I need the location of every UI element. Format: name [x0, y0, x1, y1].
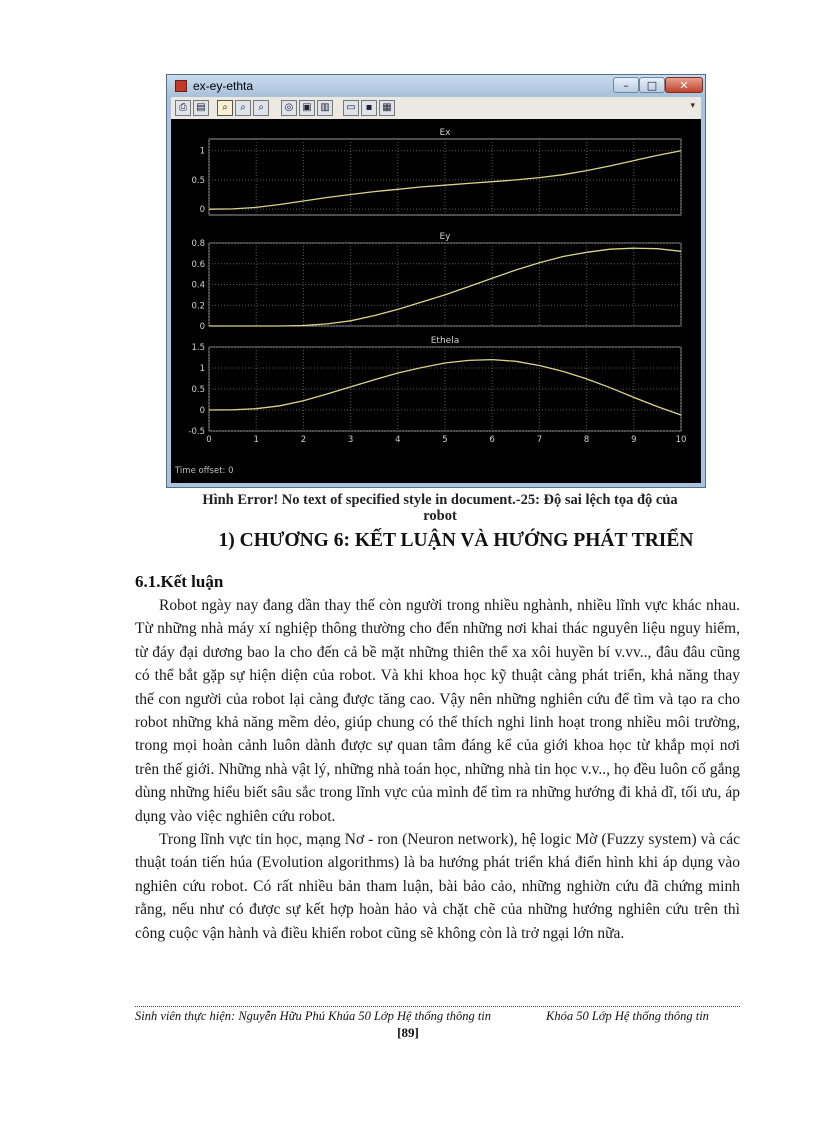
scope-toolbar	[171, 97, 701, 120]
scope-plot-area	[171, 119, 701, 483]
y-tick-label: 0.6	[191, 259, 205, 270]
footer-class: Khóa 50 Lớp Hệ thống thông tin	[546, 1009, 709, 1023]
y-tick-label: 0.8	[191, 239, 205, 249]
y-tick-label: 0	[199, 205, 205, 216]
restore-axes-icon[interactable]: ▥	[317, 100, 333, 116]
x-tick-label: 3	[347, 435, 354, 445]
binoculars-icon[interactable]: ◎	[281, 100, 297, 116]
y-tick-label: 1	[199, 146, 205, 157]
chart-title-ethela: Ethela	[430, 336, 460, 346]
y-tick-label: 0.5	[191, 385, 205, 395]
print-icon[interactable]: ⎙	[175, 100, 191, 116]
y-tick-label: 0	[199, 322, 205, 332]
body-text	[135, 594, 740, 945]
footer-divider	[135, 1006, 740, 1007]
x-tick-label: 10	[675, 435, 687, 445]
chapter-title: 1) CHƯƠNG 6: KẾT LUẬN VÀ HƯỚNG PHÁT TRIỂN	[218, 530, 694, 551]
close-button[interactable]: ✕	[665, 77, 703, 93]
caption-line-1: Hình Error! No text of specified style in document.-25: Độ sai lệch tọa độ của	[202, 492, 678, 508]
minimize-button[interactable]: –	[613, 77, 639, 93]
toolbar-overflow-icon[interactable]: ▾	[690, 101, 695, 111]
chart-title-ey: Ey	[439, 232, 451, 242]
y-tick-label: 0.4	[191, 280, 205, 291]
x-tick-label: 2	[300, 435, 307, 445]
x-tick-label: 6	[489, 435, 495, 445]
maximize-button[interactable]: □	[639, 77, 665, 93]
y-tick-label: 0	[199, 406, 205, 416]
scope-window	[166, 74, 706, 488]
title-bar[interactable]	[167, 75, 705, 97]
matlab-icon	[175, 80, 187, 92]
lock-icon[interactable]: ▪	[361, 100, 377, 116]
figure-caption	[130, 492, 750, 524]
y-tick-label: 0.5	[191, 175, 205, 186]
x-tick-label: 8	[583, 435, 590, 445]
y-tick-label: -0.5	[188, 427, 205, 437]
y-tick-label: 1	[199, 364, 205, 374]
signal-selector-icon[interactable]: ▦	[379, 100, 395, 116]
paragraph: Robot ngày nay đang dần thay thế còn người trong nhiều nghành, nhiều lĩnh vực khác nhau. Từ những nhà máy xí nghiệp thông thường cho đến những nơi khai thác nguyên liệu nguy hiểm, từ đáy đại dương bao la cho đến cả bề mặt những thiên thể xa xôi huyền bí v.vv.., đâu đâu cũng có thể bắt gặp sự hiện diện của robot. Và khi khoa học kỹ thuật càng phát triển, khả năng thay thế con người của robot lại càng được tăng cao. Vậy nên những nghiên cứu để tìm và tạo ra cho robot những khả năng mềm dẻo, giúp chung có thể thích nghi linh hoạt trong nhiều môi trường, trong mọi hoàn cảnh luôn dành được sự quan tâm đáng kể của giới khoa học từ khắp mọi nơi trên thế giới. Những nhà vật lý, những nhà toán học, những nhà tin học v.v.., họ đều luôn cố gắng dùng những hiểu biết sâu sắc trong lĩnh vực của mình để tìm ra những hướng đi khả dĩ, tối ưu, áp dụng vào việc nghiên cứu robot.	[135, 597, 740, 825]
x-tick-label: 1	[253, 435, 259, 445]
x-tick-label: 4	[395, 435, 401, 445]
chart-title-ex: Ex	[439, 128, 451, 138]
y-tick-label: 0.2	[191, 301, 205, 312]
save-axes-icon[interactable]: ▣	[299, 100, 315, 116]
window-title: ex-ey-ethta	[193, 79, 254, 93]
time-offset-label: Time offset: 0	[175, 466, 234, 476]
zoom-y-icon[interactable]: ⌕	[253, 100, 269, 116]
footer-author: Sinh viên thực hiện: Nguyễn Hữu Phú Khúa 50 Lớp Hệ thống thông tin	[135, 1009, 492, 1023]
x-tick-label: 5	[442, 435, 448, 445]
x-tick-label: 9	[631, 435, 637, 445]
section-title: 6.1.Kết luận	[135, 572, 224, 591]
zoom-x-icon[interactable]: ⌕	[235, 100, 251, 116]
paragraph: Trong lĩnh vực tin học, mạng Nơ - ron (Neuron network), hệ logic Mờ (Fuzzy system) và các thuật toán tiến húa (Evolution algorithms) là ba hướng phát triển khá điển hình khi áp dụng vào nghiên cứu robot. Có rất nhiều bản tham luận, bài bảo cảo, những nghiờn cứu đã chứng minh rằng, nếu như có được sự kết hợp hoàn hảo và chặt chẽ của những hướng nghiên cứu trên thì công cuộc vận hành và điều khiển robot cũng sẽ không còn là trở ngại lớn nữa.	[135, 831, 740, 942]
y-tick-label: 1.5	[191, 343, 205, 353]
scope-charts	[171, 119, 701, 483]
x-tick-label: 0	[206, 435, 212, 445]
caption-line-2: robot	[423, 508, 457, 524]
page-number: [89]	[397, 1025, 419, 1040]
zoom-icon[interactable]: ⌕	[217, 100, 233, 116]
axes-frame-ex	[209, 139, 681, 215]
parameters-icon[interactable]: ▤	[193, 100, 209, 116]
floating-scope-icon[interactable]: ▭	[343, 100, 359, 116]
x-tick-label: 7	[536, 435, 543, 445]
